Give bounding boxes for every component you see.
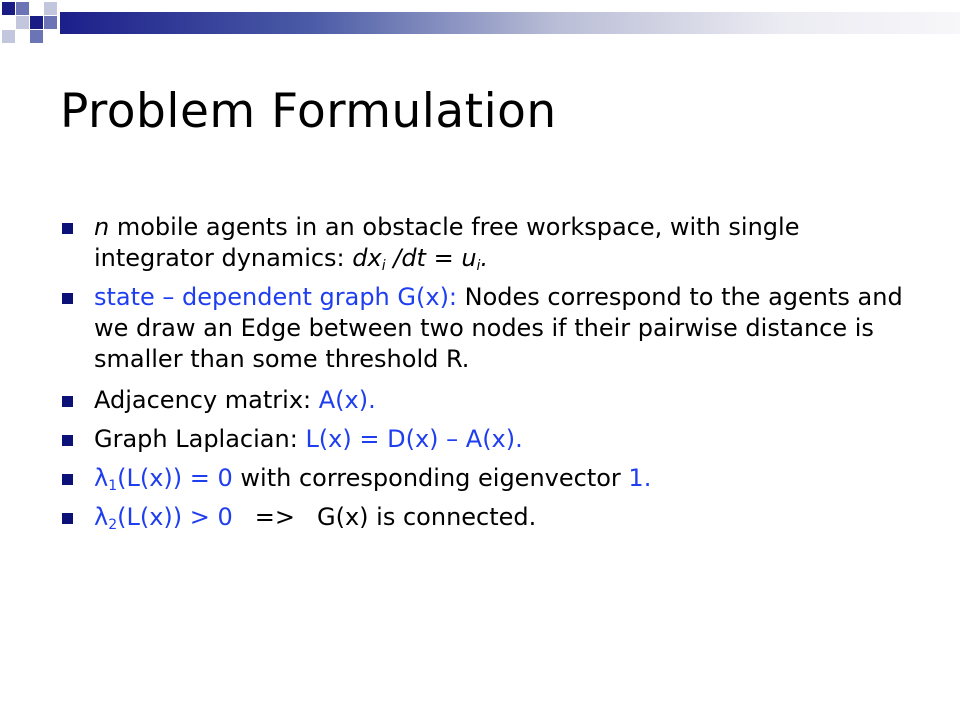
graph-definition: state – dependent graph G(x): [94, 283, 458, 311]
eq-mid: /dt = u [385, 244, 477, 272]
bullet-graph [60, 282, 920, 375]
decor-square [30, 30, 43, 43]
slide-title: Problem Formulation [60, 84, 557, 139]
square-bullet-icon [62, 513, 73, 524]
square-bullet-icon [62, 435, 73, 446]
lambda-subscript: 1 [108, 478, 118, 494]
lambda-expression: (L(x)) = 0 [117, 464, 233, 492]
bullet-adjacency [60, 385, 920, 416]
square-bullet-icon [62, 223, 73, 234]
bullet-text: Nodes correspond to the agents and we draw an Edge between two nodes if their pairwise distance is smaller than some threshold R. [94, 283, 903, 373]
bullet-lambda1 [60, 463, 920, 494]
lambda-subscript: 2 [108, 517, 118, 533]
lambda-symbol: λ [94, 464, 109, 492]
implies-arrow: => [254, 503, 296, 531]
square-bullet-icon [62, 396, 73, 407]
bullet-list [60, 212, 920, 541]
bullet-text: mobile agents in an obstacle free workspace, with single integrator dynamics: [94, 213, 800, 272]
bullet-laplacian [60, 424, 920, 455]
decor-square [16, 2, 29, 15]
decor-square [2, 2, 15, 15]
eq-subscript: i [476, 258, 481, 274]
bullet-text: G(x) is connected. [317, 503, 537, 531]
eq-dx: dx [352, 244, 382, 272]
eq-subscript: i [381, 258, 386, 274]
bullet-lambda2 [60, 502, 920, 533]
lambda-expression: (L(x)) > 0 [117, 503, 233, 531]
decor-square [16, 16, 29, 29]
eigenvector-value: 1. [628, 464, 652, 492]
var-n: n [94, 213, 110, 241]
adjacency-value: A(x). [318, 386, 376, 414]
decor-square [2, 30, 15, 43]
header-decoration [0, 0, 960, 60]
laplacian-value: L(x) = D(x) – A(x). [305, 425, 523, 453]
square-bullet-icon [62, 293, 73, 304]
lambda-symbol: λ [94, 503, 109, 531]
bullet-label: Graph Laplacian: [94, 425, 306, 453]
square-bullet-icon [62, 474, 73, 485]
bullet-text: with corresponding eigenvector [232, 464, 629, 492]
header-gradient-bar [60, 12, 960, 34]
eq-end: . [480, 244, 489, 272]
bullet-agents [60, 212, 920, 274]
bullet-label: Adjacency matrix: [94, 386, 319, 414]
decor-square [30, 16, 43, 29]
decor-square [44, 2, 57, 15]
decor-square [44, 16, 57, 29]
